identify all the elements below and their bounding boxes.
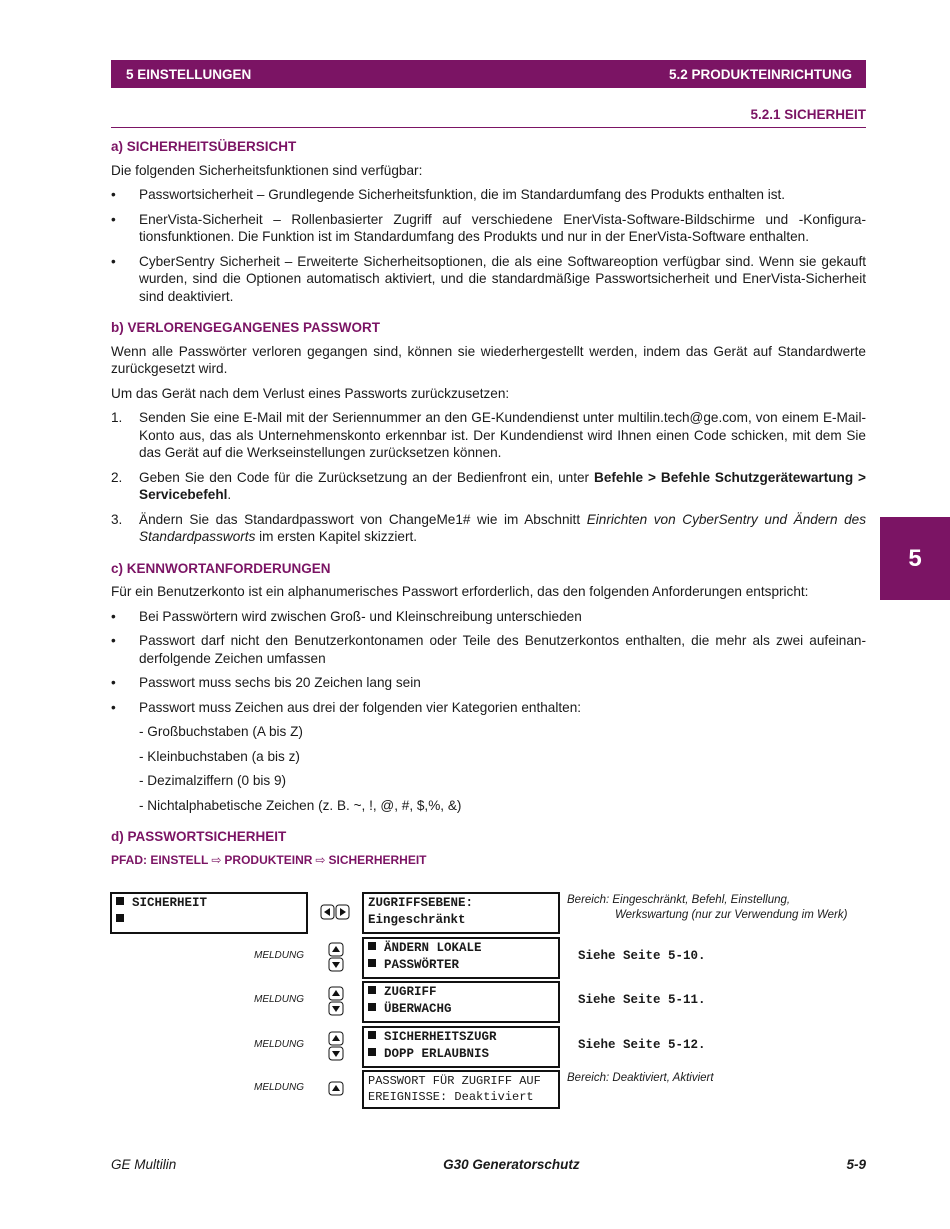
chapter-title: 5 EINSTELLUNGEN: [126, 66, 252, 82]
paragraph: Um das Gerät nach dem Verlust eines Passworts zurückzusetzen:: [111, 385, 510, 401]
list-item: 1. Senden Sie eine E-Mail mit der Seriennummer an den GE-Kundendienst unter multilin.tech@ge.com, von einem E-Mail-Konto aus, das als Unternehmenskonto erkennbar ist. Der Kundendienst wird Ihnen einen Code schicken, mit dem Sie das Gerät auf die Werkseinstellungen zurücksetzen können.: [111, 410, 866, 460]
bullet-icon: •: [111, 633, 116, 648]
page-footer: [111, 1157, 866, 1172]
subsection-title: 5.2.1 SICHERHEIT: [111, 107, 866, 128]
list-item: • Passwort darf nicht den Benutzerkontonamen oder Teile des Benutzerkontos enthalten, die mehr als zwei aufeinanderfolgende Zeichen umfassen: [111, 633, 866, 666]
up-arrow-icon: [328, 1081, 344, 1096]
page-reference: Siehe Seite 5-10.: [578, 949, 706, 963]
page-number: 5-9: [846, 1157, 866, 1172]
message-label: MELDUNG: [254, 1039, 305, 1050]
bullet-square-icon: [368, 986, 376, 994]
sub-list-item: - Großbuchstaben (A bis Z): [139, 724, 303, 739]
bullet-icon: •: [111, 253, 116, 269]
page-content: [111, 138, 866, 869]
heading-password-requirements: c) KENNWORTANFORDERUNGEN: [111, 560, 331, 576]
paragraph: Wenn alle Passwörter verloren gegangen sind, können sie wiederhergestellt werden, indem das Gerät auf Standardwerte zurückgesetzt wird.: [111, 343, 866, 376]
bullet-square-icon: [368, 1003, 376, 1011]
access-level-display: ZUGRIFFSEBENE: Eingeschränkt: [362, 892, 560, 934]
heading-lost-password: b) VERLORENGEGANGENES PASSWORT: [111, 320, 381, 335]
bullet-icon: •: [111, 608, 116, 624]
chapter-tab: 5: [880, 517, 950, 600]
left-right-arrow-icon: [320, 904, 350, 920]
bullet-square-icon: [368, 1031, 376, 1039]
event-access-range: Bereich: Deaktiviert, Aktiviert: [567, 1072, 714, 1084]
change-local-passwords-menu[interactable]: ÄNDERN LOKALE PASSWÖRTER: [362, 937, 560, 979]
access-level-range: Bereich: Eingeschränkt, Befehl, Einstellung, Werkswartung (nur zur Verwendung im Werk): [567, 894, 848, 921]
page-reference: Siehe Seite 5-11.: [578, 993, 706, 1007]
path-arrow-icon: ⇨: [315, 852, 326, 867]
bullet-icon: •: [111, 699, 116, 715]
access-supervision-menu[interactable]: ZUGRIFF ÜBERWACHG: [362, 981, 560, 1023]
footer-company: GE Multilin: [111, 1157, 177, 1172]
list-item: 2. Geben Sie den Code für die Zurücksetzung an der Bedienfront ein, unter Befehle > Befehle Schutzgerätewartung > Servicebefehl.: [111, 469, 866, 502]
bullet-square-icon: [368, 959, 376, 967]
heading-password-security: d) PASSWORTSICHERHEIT: [111, 829, 287, 844]
list-item: • Bei Passwörtern wird zwischen Groß- und Kleinschreibung unterschieden: [111, 608, 582, 624]
paragraph: Die folgenden Sicherheitsfunktionen sind verfügbar:: [111, 162, 423, 178]
list-item: 3. Ändern Sie das Standardpasswort von ChangeMe1# wie im Abschnitt Einrichten von CyberSentry und Ändern des Standardpassworts im ersten Kapitel skizziert.: [111, 511, 867, 544]
bullet-square-icon: [116, 897, 124, 905]
footer-product: G30 Generatorschutz: [443, 1157, 580, 1172]
bullet-square-icon: [368, 942, 376, 950]
sub-list-item: - Nichtalphabetische Zeichen (z. B. ~, !, @, #, $,%, &): [139, 797, 462, 813]
heading-security-overview: a) SICHERHEITSÜBERSICHT: [111, 139, 297, 154]
bullet-icon: •: [111, 675, 116, 690]
message-label: MELDUNG: [254, 950, 305, 961]
message-label: MELDUNG: [254, 1082, 305, 1093]
sub-list-item: - Kleinbuchstaben (a bis z): [139, 748, 300, 764]
bullet-square-icon: [116, 914, 124, 922]
up-down-arrow-icon: [328, 942, 344, 972]
section-title: 5.2 PRODUKTEINRICHTUNG: [668, 66, 852, 82]
menu-path: Befehle > Befehle Schutzgerätewartung > Servicebefehl: [139, 469, 866, 502]
message-label: MELDUNG: [254, 994, 305, 1005]
bullet-icon: •: [111, 211, 116, 227]
page-reference: Siehe Seite 5-12.: [578, 1038, 706, 1052]
list-item: • Passwortsicherheit – Grundlegende Sicherheitsfunktion, die im Standardumfang des Produkts enthalten ist.: [111, 187, 786, 202]
dual-permission-menu[interactable]: SICHERHEITSZUGR DOPP ERLAUBNIS: [362, 1026, 560, 1068]
list-item: • EnerVista-Sicherheit – Rollenbasierter Zugriff auf verschiedene EnerVista-Software-Bildschirme und -Konfigurationsfunktionen. Die Funktion ist im Standardumfang des Produkts und nur in der EnerVista-Software enthalten.: [111, 211, 866, 244]
menu-path-breadcrumb: PFAD: EINSTELL ⇨ PRODUKTEINR ⇨ SICHERHERHEIT: [111, 852, 427, 867]
list-item: • Passwort muss sechs bis 20 Zeichen lang sein: [111, 675, 421, 690]
path-arrow-icon: ⇨: [211, 852, 222, 867]
list-item: • CyberSentry Sicherheit – Erweiterte Sicherheitsoptionen, die als eine Softwareoption verfügbar sind. Wenn sie gekauft wurden, sind die Optionen automatisch aktiviert, und die standardmäßige Passwortsicherheit und EnerVista-Sicherheit sind deaktiviert.: [111, 253, 866, 304]
main-menu-display: SICHERHEIT: [110, 892, 308, 934]
up-down-arrow-icon: [328, 1031, 344, 1061]
list-item: • Passwort muss Zeichen aus drei der folgenden vier Kategorien enthalten:: [111, 699, 582, 715]
bullet-icon: •: [111, 187, 116, 202]
up-down-arrow-icon: [328, 986, 344, 1016]
bullet-square-icon: [368, 1048, 376, 1056]
paragraph: Für ein Benutzerkonto ist ein alphanumerisches Passwort erforderlich, das den folgenden Anforderungen entspricht:: [111, 584, 809, 599]
sub-list-item: - Dezimalziffern (0 bis 9): [139, 773, 287, 788]
chapter-header: [111, 60, 866, 88]
event-access-setting-display: PASSWORT FÜR ZUGRIFF AUF EREIGNISSE: Deaktiviert: [362, 1070, 560, 1109]
section-reference: Einrichten von CyberSentry und Ändern des Standardpassworts: [139, 511, 867, 544]
